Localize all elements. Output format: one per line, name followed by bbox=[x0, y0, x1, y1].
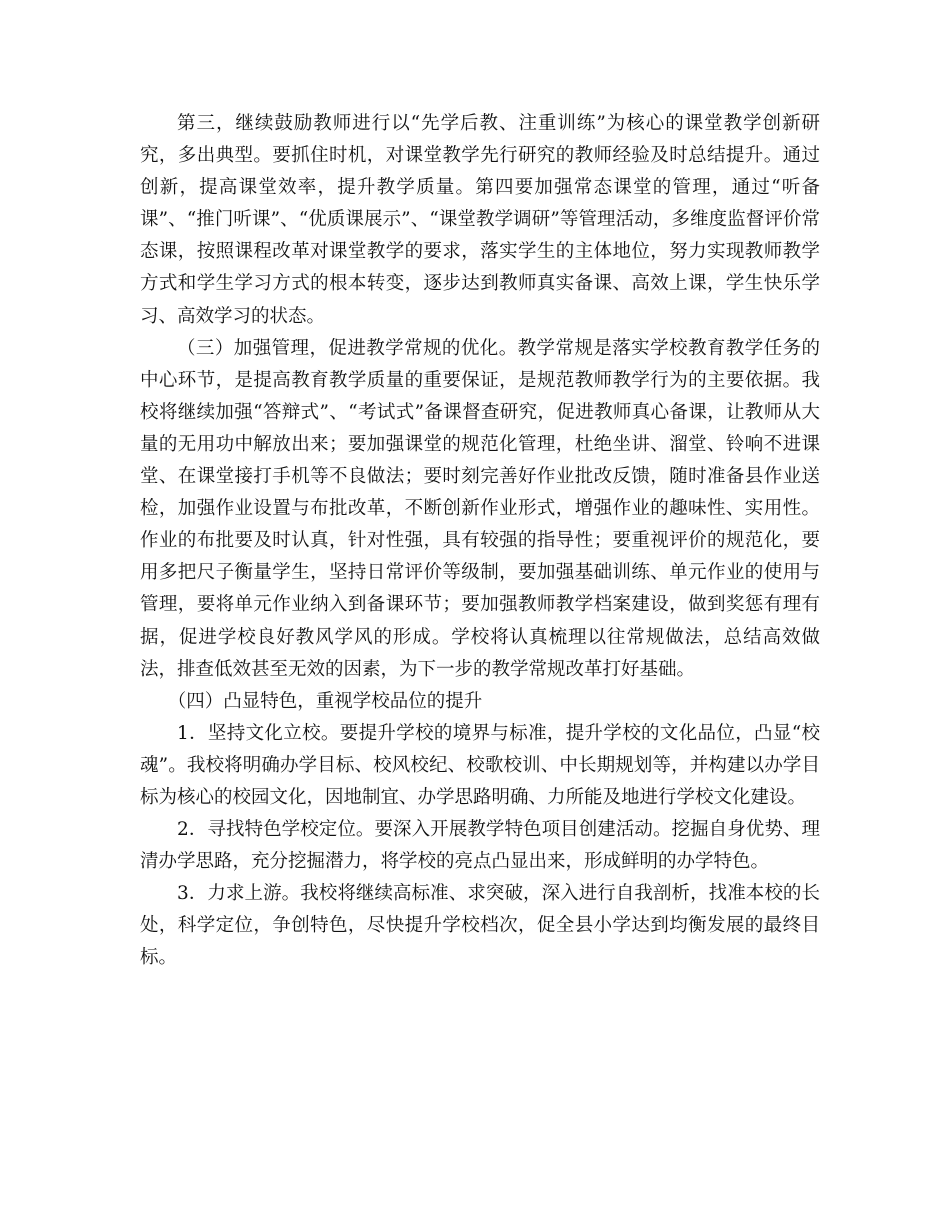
paragraph-item-3: 3．力求上游。我校将继续高标准、求突破，深入进行自我剖析，找准本校的长处，科学定位，争创特色，尽快提升学校档次，促全县小学达到均衡发展的最终目标。 bbox=[140, 883, 820, 969]
paragraph-item-1: 1．坚持文化立校。要提升学校的境界与标准，提升学校的文化品位，凸显“校魂”。我校将明确办学目标、校风校纪、校歌校训、中长期规划等，并构建以办学目标为核心的校园文化，因地制宜、办学思路明确、力所能及地进行学校文化建设。 bbox=[140, 722, 820, 808]
document-body bbox=[140, 108, 820, 975]
paragraph-third-point: 第三，继续鼓励教师进行以“先学后教、注重训练”为核心的课堂教学创新研究，多出典型。要抓住时机，对课堂教学先行研究的教师经验及时总结提升。通过创新，提高课堂效率，提升教学质量。第四要加强常态课堂的管理，通过“听备课”、“推门听课”、“优质课展示”、“课堂教学调研”等管理活动，多维度监督评价常态课，按照课程改革对课堂教学的要求，落实学生的主体地位，努力实现教师教学方式和学生学习方式的根本转变，逐步达到教师真实备课、高效上课，学生快乐学习、高效学习的状态。 bbox=[140, 113, 820, 327]
paragraph-item-2: 2．寻找特色学校定位。要深入开展教学特色项目创建活动。挖掘自身优势、理清办学思路，充分挖掘潜力，将学校的亮点凸显出来，形成鲜明的办学特色。 bbox=[140, 819, 820, 873]
paragraph-section-three: （三）加强管理，促进教学常规的优化。教学常规是落实学校教育教学任务的中心环节，是提高教育教学质量的重要保证，是规范教师教学行为的主要依据。我校将继续加强“答辩式”、“考试式”备课督查研究，促进教师真心备课，让教师从大量的无用功中解放出来；要加强课堂的规范化管理，杜绝坐讲、溜堂、铃响不进课堂、在课堂接打手机等不良做法；要时刻完善好作业批改反馈，随时准备县作业送检，加强作业设置与布批改革，不断创新作业形式，增强作业的趣味性、实用性。作业的布批要及时认真，针对性强，具有较强的指导性；要重视评价的规范化，要用多把尺子衡量学生，坚持日常评价等级制，要加强基础训练、单元作业的使用与管理，要将单元作业纳入到备课环节；要加强教师教学档案建设，做到奖惩有理有据，促进学校良好教风学风的形成。学校将认真梳理以往常规做法，总结高效做法，排查低效甚至无效的因素，为下一步的教学常规改革打好基础。 bbox=[140, 337, 820, 680]
section-heading-four: （四）凸显特色，重视学校品位的提升 bbox=[167, 690, 483, 712]
